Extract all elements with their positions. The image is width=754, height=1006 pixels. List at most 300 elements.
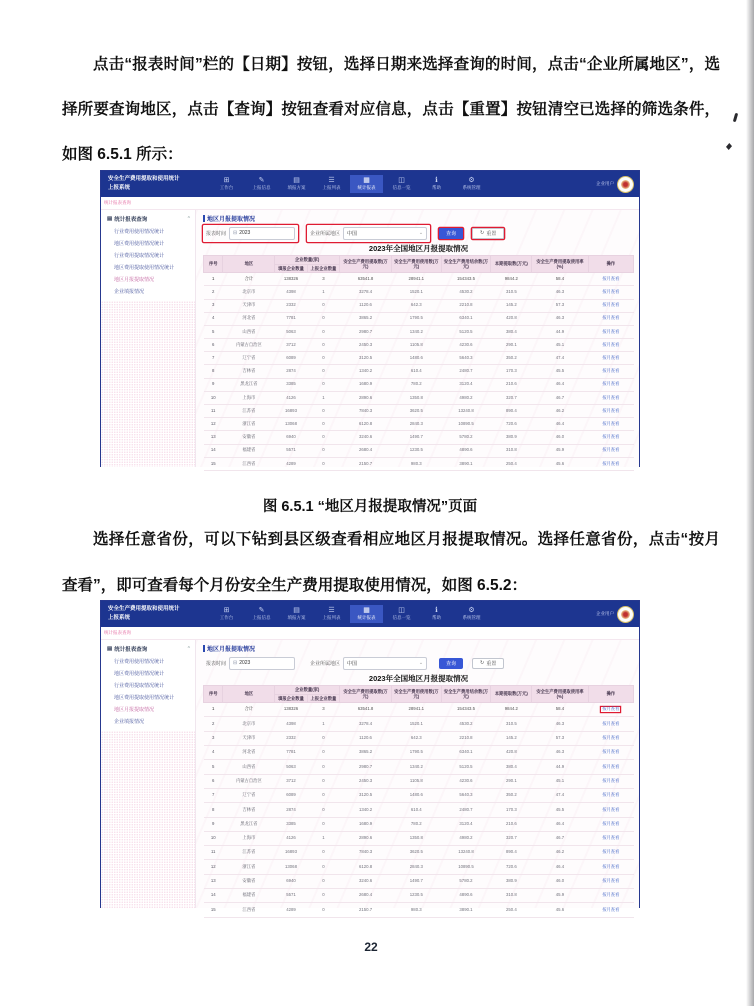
cell-region: 合计 — [223, 273, 275, 286]
cell-value: 4980.2 — [441, 391, 491, 404]
page-number: 22 — [364, 940, 378, 954]
cell-action — [588, 831, 633, 845]
cell-value: 45.5 — [532, 365, 588, 378]
cell-value: 642.3 — [391, 731, 441, 745]
cell-value: 13240.8 — [441, 405, 491, 418]
cell-value: 0 — [307, 339, 339, 352]
cell-region[interactable]: 内蒙古自治区 — [223, 774, 275, 788]
cell-value: 0 — [307, 418, 339, 431]
cell-value: 1105.8 — [391, 774, 441, 788]
query-button[interactable]: 查询 — [439, 228, 463, 239]
nav-item-label: 信息一览 — [392, 615, 411, 621]
cell-value: 0 — [307, 774, 339, 788]
content-area — [196, 210, 639, 467]
cell-region[interactable]: 北京市 — [223, 286, 275, 299]
user-avatar-icon[interactable] — [617, 176, 634, 193]
cell-value: 2150.7 — [340, 903, 392, 917]
nav-item-上报信息[interactable] — [245, 175, 278, 193]
cell-value: 4398 — [275, 717, 307, 731]
cell-action — [588, 874, 633, 888]
view-by-month-link[interactable]: 按月查看 — [602, 381, 620, 387]
cell-region[interactable]: 上海市 — [223, 391, 275, 404]
nav-item-label: 填报方案 — [287, 615, 306, 621]
cell-region[interactable]: 浙江省 — [223, 860, 275, 874]
view-by-month-link[interactable]: 按月查看 — [602, 720, 620, 726]
reset-icon: ↻ — [480, 230, 485, 236]
table-row — [204, 889, 634, 903]
cell-region[interactable]: 天津市 — [223, 731, 275, 745]
cell-region[interactable]: 辽宁省 — [223, 788, 275, 802]
region-filter — [307, 225, 430, 242]
nav-item-上报列表[interactable] — [315, 175, 348, 193]
cell-value: 3385 — [275, 817, 307, 831]
cell-seq: 7 — [204, 352, 223, 365]
cell-value: 46.3 — [532, 717, 588, 731]
sidebar-group-icon: ▤ — [107, 216, 113, 222]
sidebar-item-地区费用提取使用情况统计[interactable]: 地区费用提取使用情况统计 — [114, 695, 175, 701]
section-title — [203, 213, 634, 223]
query-button[interactable]: 查询 — [439, 658, 463, 669]
col-header-filled-count: 填报企业数量 — [275, 694, 307, 703]
cell-value: 310.8 — [491, 889, 532, 903]
view-by-month-link[interactable]: 按月查看 — [602, 878, 620, 883]
cell-value: 4530.2 — [441, 717, 491, 731]
cell-value: 2840.3 — [391, 860, 441, 874]
cell-value: 2450.3 — [340, 339, 392, 352]
cell-value: 720.6 — [491, 418, 532, 431]
cell-action — [588, 299, 633, 312]
view-by-month-link[interactable]: 按月查看 — [602, 763, 620, 769]
cell-region[interactable]: 山西省 — [223, 760, 275, 774]
cell-value: 2480.7 — [441, 365, 491, 378]
cell-seq: 5 — [204, 325, 223, 338]
view-by-month-link[interactable]: 按月查看 — [602, 735, 620, 741]
nav-item-icon: ✎ — [258, 607, 265, 615]
view-by-month-link[interactable]: 按月查看 — [602, 906, 620, 912]
region-select[interactable] — [343, 657, 427, 670]
view-by-month-link[interactable]: 按月查看 — [602, 434, 620, 440]
col-header-extracted: 安全生产费用提取数(万元) — [340, 256, 392, 273]
cell-value: 13240.8 — [441, 846, 491, 860]
reset-icon: ↻ — [480, 660, 485, 666]
cell-region[interactable]: 北京市 — [223, 717, 275, 731]
cell-value: 320.7 — [491, 831, 532, 845]
paragraph-2: 选择任意省份，可以下钻到县区级查看相应地区月报提取情况。选择任意省份，点击“按月查看”，即可查看每个月份安全生产费用提取使用情况，如图 6.5.2： — [62, 531, 720, 594]
cell-value: 45.9 — [532, 444, 588, 457]
cell-value: 2332 — [275, 299, 307, 312]
cell-action — [588, 325, 633, 338]
nav-item-填报方案[interactable] — [280, 605, 313, 623]
cell-value: 28941.1 — [391, 273, 441, 286]
cell-value: 0 — [307, 746, 339, 760]
cell-value: 2890.6 — [340, 831, 392, 845]
col-header-used: 安全生产费用使用数(万元) — [391, 256, 441, 273]
cell-value: 610.4 — [391, 803, 441, 817]
view-by-month-link[interactable]: 按月查看 — [602, 777, 620, 783]
app-title — [101, 605, 204, 622]
table-row — [204, 325, 634, 338]
cell-value: 420.8 — [491, 746, 532, 760]
nav-item-icon: ◫ — [398, 177, 405, 185]
sidebar-group-label: 统计报表查询 — [114, 217, 148, 223]
cell-action — [588, 405, 633, 418]
cell-value: 4230.6 — [441, 339, 491, 352]
cell-value: 47.4 — [532, 788, 588, 802]
report-time-filter — [203, 225, 298, 242]
cell-action — [588, 273, 633, 286]
view-by-month-link[interactable]: 按月查看 — [602, 355, 620, 361]
table-title: 2023年全国地区月报提取情况 — [368, 674, 469, 683]
cell-value: 1 — [307, 286, 339, 299]
cell-value: 350.2 — [491, 352, 532, 365]
nav-item-label: 系统管理 — [462, 615, 481, 621]
cell-value: 4126 — [275, 391, 307, 404]
cell-value: 170.3 — [491, 803, 532, 817]
cell-value: 0 — [307, 444, 339, 457]
reset-button[interactable] — [472, 658, 504, 669]
cell-value: 0 — [307, 731, 339, 745]
view-by-month-link[interactable]: 按月查看 — [602, 820, 620, 826]
cell-value: 4289 — [275, 903, 307, 917]
cell-region[interactable]: 福建省 — [223, 444, 275, 457]
cell-value: 13068 — [275, 860, 307, 874]
cell-value: 4398 — [275, 286, 307, 299]
sidebar-item-行业费用使用情况统计[interactable]: 行业费用使用情况统计 — [114, 229, 165, 235]
cell-value: 3 — [307, 703, 339, 717]
cell-value: 45.5 — [532, 803, 588, 817]
pen-mark — [726, 143, 732, 150]
cell-region[interactable]: 安徽省 — [223, 431, 275, 444]
cell-seq: 14 — [204, 889, 223, 903]
cell-region[interactable]: 吉林省 — [223, 365, 275, 378]
cell-value: 3120.4 — [441, 817, 491, 831]
sidebar-group[interactable] — [101, 210, 195, 226]
cell-value: 1120.6 — [340, 299, 392, 312]
app-navbar — [101, 601, 639, 627]
report-time-input[interactable] — [229, 657, 295, 670]
nav-item-信息一览[interactable] — [385, 605, 418, 623]
cell-seq: 8 — [204, 803, 223, 817]
cell-action — [588, 760, 633, 774]
cell-seq: 4 — [204, 746, 223, 760]
table-row — [204, 717, 634, 731]
cell-value: 3278.4 — [340, 286, 392, 299]
cell-value: 145.2 — [491, 731, 532, 745]
sidebar-item-地区费用使用情况统计[interactable]: 地区费用使用情况统计 — [114, 241, 165, 247]
cell-value: 0 — [307, 299, 339, 312]
nav-item-icon: ☰ — [328, 177, 335, 185]
col-header-reported-count: 上报企业数量 — [307, 264, 339, 273]
cell-value: 4890.6 — [441, 889, 491, 903]
sidebar-item-行业费用提取情况统计[interactable]: 行业费用提取情况统计 — [114, 253, 165, 259]
chevron-up-icon: ⌃ — [186, 646, 191, 652]
cell-region[interactable]: 福建省 — [223, 889, 275, 903]
nav-item-上报信息[interactable] — [245, 605, 278, 623]
nav-item-label: 填报方案 — [287, 185, 306, 191]
cell-region[interactable]: 江苏省 — [223, 405, 275, 418]
sidebar-group[interactable] — [101, 640, 195, 656]
table-row — [204, 312, 634, 325]
cell-region[interactable]: 内蒙古自治区 — [223, 339, 275, 352]
view-by-month-link[interactable]: 按月查看 — [602, 806, 620, 812]
cell-value: 0 — [307, 760, 339, 774]
col-header-enterprise-count: 企业数量(家) — [275, 256, 340, 265]
nav-item-icon: ✎ — [258, 177, 265, 185]
sidebar-group-label: 统计报表查询 — [114, 647, 148, 653]
view-by-month-link[interactable]: 按月查看 — [602, 368, 620, 374]
cell-seq: 12 — [204, 860, 223, 874]
cell-action — [588, 431, 633, 444]
table-body — [204, 703, 634, 917]
view-by-month-link[interactable]: 按月查看 — [602, 447, 620, 453]
nav-item-统计报表[interactable] — [350, 605, 383, 623]
nav-item-工作台[interactable] — [210, 605, 243, 623]
cell-value: 46.2 — [532, 405, 588, 418]
cell-region[interactable]: 吉林省 — [223, 803, 275, 817]
cell-action — [588, 774, 633, 788]
cell-value: 5571 — [275, 444, 307, 457]
view-by-month-link[interactable]: 按月查看 — [602, 863, 620, 869]
cell-value: 1680.9 — [340, 378, 392, 391]
content-area — [196, 640, 639, 912]
cell-value: 0 — [307, 817, 339, 831]
view-by-month-link[interactable]: 按月查看 — [602, 407, 620, 413]
cell-region[interactable]: 江西省 — [223, 903, 275, 917]
cell-value: 1 — [307, 717, 339, 731]
cell-value: 3120.5 — [340, 352, 392, 365]
view-by-month-link[interactable]: 按月查看 — [602, 420, 620, 426]
cell-value: 2450.3 — [340, 774, 392, 788]
cell-value: 1350.8 — [391, 831, 441, 845]
view-by-month-link[interactable]: 按月查看 — [602, 289, 620, 295]
view-by-month-link[interactable]: 按月查看 — [602, 394, 620, 400]
cell-value: 1230.5 — [391, 444, 441, 457]
pen-mark — [733, 113, 738, 122]
cell-action — [588, 746, 633, 760]
view-by-month-link[interactable]: 按月查看 — [602, 849, 620, 855]
cell-region[interactable]: 上海市 — [223, 831, 275, 845]
cell-action — [588, 339, 633, 352]
breadcrumb-bar — [101, 197, 639, 210]
view-by-month-link[interactable]: 按月查看 — [602, 302, 620, 308]
col-header-enterprise-count: 企业数量(家) — [275, 686, 340, 695]
sidebar-group-icon: ▤ — [107, 646, 113, 652]
view-by-month-link[interactable]: 按月查看 — [602, 275, 620, 281]
cell-value: 350.2 — [491, 788, 532, 802]
cell-value: 5780.2 — [441, 431, 491, 444]
cell-value: 2210.8 — [441, 731, 491, 745]
cell-region[interactable]: 江西省 — [223, 457, 275, 470]
region-select[interactable] — [343, 227, 427, 240]
cell-value: 10890.5 — [441, 860, 491, 874]
cell-value: 890.4 — [491, 405, 532, 418]
view-by-month-link[interactable]: 按月查看 — [602, 835, 620, 841]
cell-value: 2874 — [275, 365, 307, 378]
cell-seq: 13 — [204, 431, 223, 444]
nav-item-工作台[interactable] — [210, 175, 243, 193]
cell-value: 0 — [307, 457, 339, 470]
cell-value: 3865.2 — [340, 746, 392, 760]
cell-region[interactable]: 辽宁省 — [223, 352, 275, 365]
cell-region[interactable]: 江苏省 — [223, 846, 275, 860]
cell-value: 5063 — [275, 325, 307, 338]
sidebar-item-行业费用使用情况统计[interactable]: 行业费用使用情况统计 — [114, 659, 165, 665]
nav-item-统计报表[interactable] — [350, 175, 383, 193]
section-title-bar — [203, 215, 205, 222]
nav-item-信息一览[interactable] — [385, 175, 418, 193]
cell-value: 210.6 — [491, 817, 532, 831]
cell-value: 3120.4 — [441, 378, 491, 391]
cell-value: 1790.5 — [391, 746, 441, 760]
cell-value: 0 — [307, 365, 339, 378]
cell-action — [588, 378, 633, 391]
view-by-month-link[interactable]: 按月查看 — [602, 749, 620, 755]
cell-value: 138326 — [275, 273, 307, 286]
sidebar-item-企业填报情况[interactable]: 企业填报情况 — [114, 289, 145, 295]
region-label: 企业所属地区 — [310, 230, 341, 237]
cell-value: 980.3 — [391, 457, 441, 470]
sidebar — [101, 210, 196, 467]
cell-value: 6940 — [275, 431, 307, 444]
table-row — [204, 874, 634, 888]
table-row — [204, 788, 634, 802]
cell-seq: 2 — [204, 286, 223, 299]
cell-value: 46.3 — [532, 312, 588, 325]
cell-region[interactable]: 天津市 — [223, 299, 275, 312]
nav-item-系统管理[interactable] — [455, 605, 488, 623]
cell-value: 2332 — [275, 731, 307, 745]
cell-region[interactable]: 河北省 — [223, 746, 275, 760]
cell-value: 46.7 — [532, 391, 588, 404]
table-row — [204, 703, 634, 717]
sidebar-item-地区费用使用情况统计[interactable]: 地区费用使用情况统计 — [114, 671, 165, 677]
cell-value: 58.4 — [532, 703, 588, 717]
nav-item-icon: ℹ — [435, 177, 438, 185]
table-row — [204, 352, 634, 365]
report-time-value: 2023 — [239, 660, 251, 666]
breadcrumb-bar — [101, 627, 639, 640]
nav-item-label: 帮助 — [432, 615, 441, 621]
nav-item-上报列表[interactable] — [315, 605, 348, 623]
cell-value: 1520.1 — [391, 717, 441, 731]
cell-seq: 3 — [204, 299, 223, 312]
navbar-user — [596, 171, 634, 197]
nav-item-icon: ℹ — [435, 607, 438, 615]
cell-region[interactable]: 山西省 — [223, 325, 275, 338]
view-by-month-link[interactable]: 按月查看 — [602, 792, 620, 798]
nav-item-icon: ⊞ — [223, 177, 230, 185]
cell-action — [588, 365, 633, 378]
view-by-month-link[interactable]: 按月查看 — [602, 341, 620, 347]
view-by-month-link[interactable]: 按月查看 — [602, 892, 620, 898]
cell-region[interactable]: 河北省 — [223, 312, 275, 325]
cell-value: 0 — [307, 874, 339, 888]
cell-seq: 8 — [204, 365, 223, 378]
sidebar — [101, 640, 196, 908]
cell-value: 2480.7 — [441, 803, 491, 817]
cell-value: 1340.2 — [340, 803, 392, 817]
view-by-month-link[interactable]: 按月查看 — [602, 315, 620, 321]
cell-value: 0 — [307, 788, 339, 802]
cell-region[interactable]: 安徽省 — [223, 874, 275, 888]
table-row — [204, 817, 634, 831]
cell-value: 290.1 — [491, 339, 532, 352]
cell-action — [588, 731, 633, 745]
nav-item-label: 上报列表 — [322, 615, 341, 621]
table-row — [204, 760, 634, 774]
cell-value: 145.2 — [491, 299, 532, 312]
nav-item-帮助[interactable] — [420, 605, 453, 623]
cell-value: 47.4 — [532, 352, 588, 365]
cell-value: 210.6 — [491, 378, 532, 391]
nav-item-icon: ⊞ — [223, 607, 230, 615]
nav-item-系统管理[interactable] — [455, 175, 488, 193]
app-title — [101, 175, 204, 192]
cell-value: 170.3 — [491, 365, 532, 378]
table-row — [204, 444, 634, 457]
cell-action — [588, 352, 633, 365]
nav-item-label: 系统管理 — [462, 185, 481, 191]
cell-value: 250.4 — [491, 457, 532, 470]
cell-value: 7840.3 — [340, 405, 392, 418]
cell-value: 5640.3 — [441, 788, 491, 802]
nav-item-icon: ◫ — [398, 607, 405, 615]
cell-value: 7840.3 — [340, 846, 392, 860]
reset-button[interactable] — [472, 228, 504, 239]
view-by-month-link[interactable]: 按月查看 — [602, 460, 620, 466]
view-by-month-link[interactable]: 按月查看 — [602, 706, 620, 712]
cell-region[interactable]: 黑龙江省 — [223, 378, 275, 391]
cell-value: 1230.5 — [391, 889, 441, 903]
cell-value: 3865.2 — [340, 312, 392, 325]
cell-seq: 6 — [204, 339, 223, 352]
cell-value: 46.4 — [532, 378, 588, 391]
table-row — [204, 457, 634, 470]
nav-item-帮助[interactable] — [420, 175, 453, 193]
cell-value: 6340.1 — [441, 746, 491, 760]
cell-value: 3385 — [275, 378, 307, 391]
sidebar-item-地区费用提取使用情况统计[interactable]: 地区费用提取使用情况统计 — [114, 265, 175, 271]
cell-value: 0 — [307, 352, 339, 365]
sidebar-item-地区月报提取情况[interactable]: 地区月报提取情况 — [114, 277, 155, 283]
section-title-text: 地区月报提取情况 — [207, 216, 256, 223]
user-avatar-icon[interactable] — [617, 606, 634, 623]
table-row — [204, 860, 634, 874]
cell-region[interactable]: 浙江省 — [223, 418, 275, 431]
cell-value: 2210.8 — [441, 299, 491, 312]
cell-action — [588, 788, 633, 802]
table-row — [204, 378, 634, 391]
cell-value: 3890.1 — [441, 903, 491, 917]
cell-region[interactable]: 黑龙江省 — [223, 817, 275, 831]
cell-value: 3240.6 — [340, 431, 392, 444]
cell-value: 5120.5 — [441, 760, 491, 774]
report-time-input[interactable] — [229, 227, 295, 240]
col-header-action: 操作 — [588, 686, 633, 703]
cell-value: 3120.5 — [340, 788, 392, 802]
cell-value: 46.4 — [532, 860, 588, 874]
cell-action — [588, 803, 633, 817]
nav-item-填报方案[interactable] — [280, 175, 313, 193]
paragraph-1: 点击“报表时间”栏的【日期】按钮，选择日期来选择查询的时间，点击“企业所属地区”，选择所要查询地区，点击【查询】按钮查看对应信息，点击【重置】按钮清空已选择的筛选条件，如图 6.5.1 所示： — [62, 56, 720, 163]
sidebar-item-行业费用提取情况统计[interactable]: 行业费用提取情况统计 — [114, 683, 165, 689]
cell-value: 310.8 — [491, 444, 532, 457]
sidebar-item-地区月报提取情况[interactable]: 地区月报提取情况 — [114, 707, 155, 713]
cell-value: 154343.5 — [441, 703, 491, 717]
view-by-month-link[interactable]: 按月查看 — [602, 328, 620, 334]
cell-action — [588, 418, 633, 431]
sidebar-item-企业填报情况[interactable]: 企业填报情况 — [114, 719, 145, 725]
